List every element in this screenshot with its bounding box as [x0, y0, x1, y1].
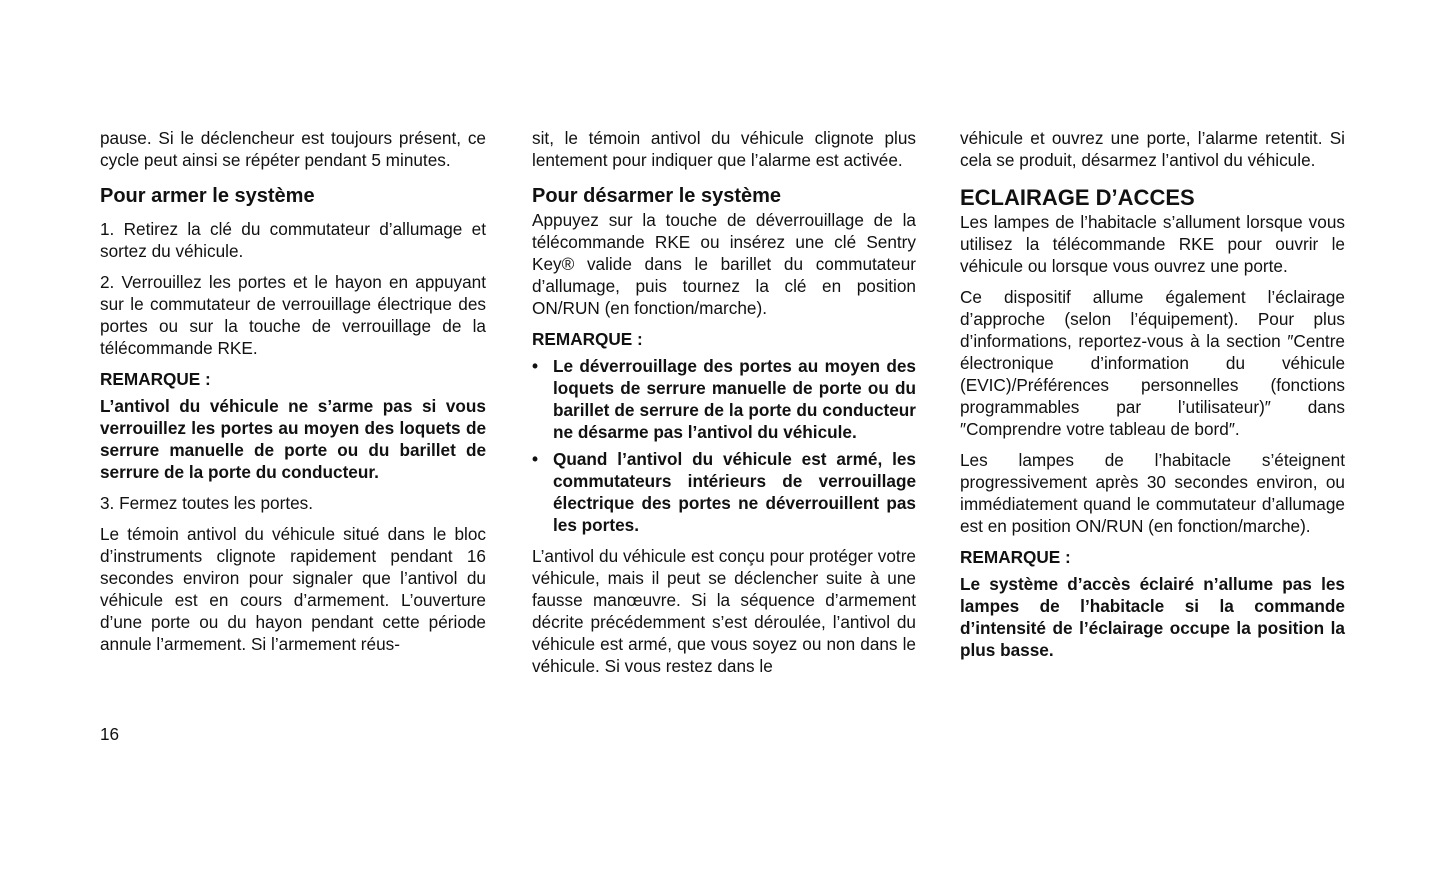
paragraph-indicator: Le témoin antivol du véhicule situé dans le bloc d’instruments clignote rapidement pendant 16 secondes environ pour signaler que l’antivol du véhicule est en cours d’armement. L’ouverture d’une porte ou du hayon pendant cette période annule l’armement. Si l’armement réus- [100, 524, 486, 654]
paragraph-intro: sit, le témoin antivol du véhicule clignote plus lentement pour indiquer que l’alarme est activée. [532, 128, 916, 170]
note-label: REMARQUE : [100, 369, 211, 389]
list-item-text: Quand l’antivol du véhicule est armé, les commutateurs intérieurs de verrouillage électrique des portes ne déverrouillent pas les portes. [553, 449, 916, 535]
note-label: REMARQUE : [532, 329, 643, 349]
column-right [960, 127, 1345, 670]
heading-access-lighting: ECLAIRAGE D’ACCES [960, 185, 1195, 210]
list-item [532, 448, 916, 536]
heading-arm-system: Pour armer le système [100, 185, 315, 207]
step-1: 1. Retirez la clé du commutateur d’allumage et sortez du véhicule. [100, 219, 486, 261]
list-item-text: Le déverrouillage des portes au moyen des loquets de serrure manuelle de porte ou du barillet de serrure de la porte du conducteur ne désarme pas l’antivol du véhicule. [553, 356, 916, 442]
paragraph-disarm: Appuyez sur la touche de déverrouillage de la télécommande RKE ou insérez une clé Sentry Key® valide dans le barillet du commutateur d’allumage, puis tournez la clé en position ON/RUN (en fonction/marche). [532, 210, 916, 318]
note-label: REMARQUE : [960, 547, 1071, 567]
heading-disarm-system: Pour désarmer le système [532, 185, 782, 207]
note-text: L’antivol du véhicule ne s’arme pas si vous verrouillez les portes au moyen des loquets de serrure manuelle de porte ou du barillet de serrure de la porte du conducteur. [100, 396, 486, 482]
bullet-icon: • [532, 356, 539, 376]
paragraph-3: Les lampes de l’habitacle s’éteignent progressivement après 30 secondes environ, ou immédiatement quand le commutateur d’allumage est en position ON/RUN (en fonction/marche). [960, 450, 1345, 536]
column-left [100, 127, 486, 664]
paragraph-intro: véhicule et ouvrez une porte, l’alarme retentit. Si cela se produit, désarmez l’antivol du véhicule. [960, 128, 1345, 170]
paragraph-2: Ce dispositif allume également l’éclairage d’approche (selon l’équipement). Pour plus d’informations, reportez-vous à la section ″Centre électronique d’information du véhicule (EVIC)/Préférences personnelles (fonctions programmables par l’utilisateur)″ dans ″Comprendre votre tableau de bord″. [960, 287, 1345, 439]
note-text: Le système d’accès éclairé n’allume pas les lampes de l’habitacle si la commande d’intensité de l’éclairage occupe la position la plus basse. [960, 574, 1345, 660]
step-2: 2. Verrouillez les portes et le hayon en appuyant sur le commutateur de verrouillage électrique des portes ou sur la touche de verrouillage de la télécommande RKE. [100, 272, 486, 358]
paragraph-final: L’antivol du véhicule est conçu pour protéger votre véhicule, mais il peut se déclencher suite à une fausse manœuvre. Si la séquence d’armement décrite précédemment s’est déroulée, l’antivol du véhicule est armé, que vous soyez ou non dans le véhicule. Si vous restez dans le [532, 546, 916, 676]
bullet-icon: • [532, 449, 539, 469]
paragraph-1: Les lampes de l’habitacle s’allument lorsque vous utilisez la télécommande RKE pour ouvrir le véhicule ou lorsque vous ouvrez une porte. [960, 212, 1345, 276]
step-3: 3. Fermez toutes les portes. [100, 493, 314, 513]
page-number: 16 [100, 724, 120, 744]
paragraph-intro: pause. Si le déclencheur est toujours présent, ce cycle peut ainsi se répéter pendant 5 minutes. [100, 128, 486, 170]
column-middle [532, 127, 916, 686]
note-bullet-list [532, 355, 916, 536]
list-item [532, 355, 916, 443]
